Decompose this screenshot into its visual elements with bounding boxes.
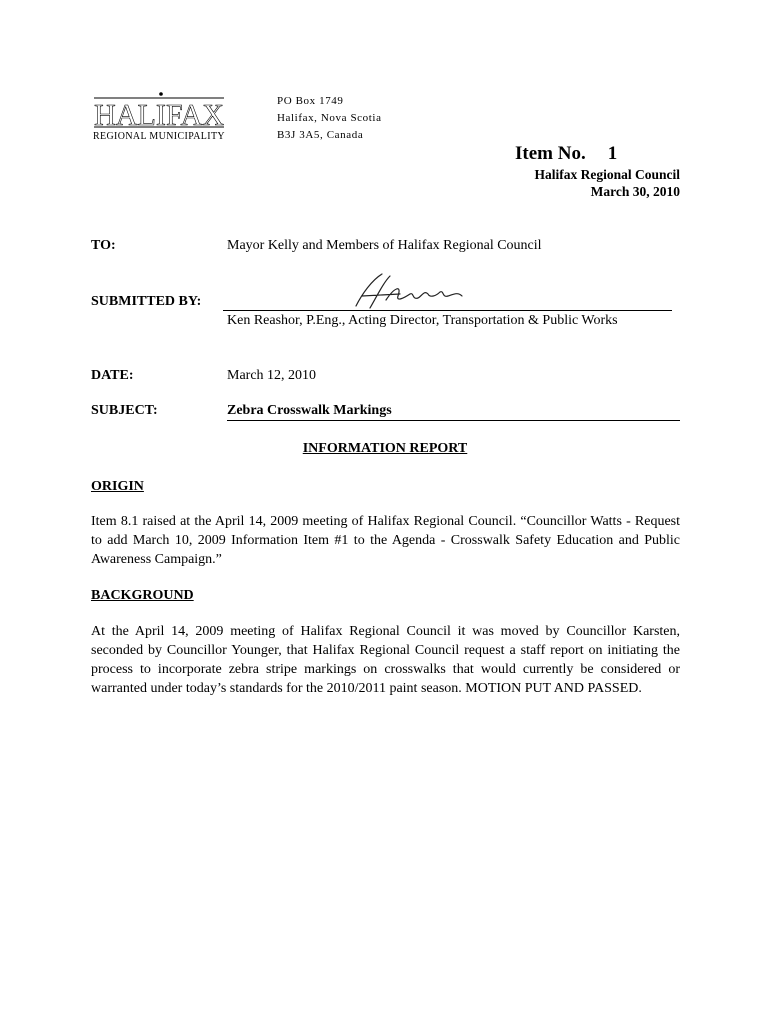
origin-paragraph: Item 8.1 raised at the April 14, 2009 meeting of Halifax Regional Council. “Councillor Watts - Request to add March 10, 2009 Information Item #1 to the Agenda - Crosswalk Safety Education and Public Awareness Campaign.” bbox=[91, 514, 680, 567]
subject-value: Zebra Crosswalk Markings bbox=[227, 403, 680, 421]
item-label: Item No. bbox=[515, 143, 586, 164]
council-block bbox=[534, 166, 680, 200]
signature-line bbox=[223, 310, 672, 311]
to-value: Mayor Kelly and Members of Halifax Regional Council bbox=[227, 238, 542, 253]
council-name: Halifax Regional Council bbox=[534, 167, 680, 182]
meeting-date: March 30, 2010 bbox=[590, 184, 680, 199]
to-label: TO: bbox=[91, 238, 116, 253]
address-line: PO Box 1749 bbox=[277, 95, 344, 107]
date-label: DATE: bbox=[91, 368, 134, 383]
item-number-value: 1 bbox=[607, 143, 618, 164]
halifax-logo bbox=[88, 86, 230, 144]
signature bbox=[350, 268, 480, 314]
background-paragraph: At the April 14, 2009 meeting of Halifax Regional Council it was moved by Councillor Karsten, seconded by Councillor Younger, that Halifax Regional Council request a staff report on initiating the process to incorporate zebra stripe markings on crosswalks that would currently be considered or warranted under today’s standards for the 2010/2011 paint season. MOTION PUT AND PASSED. bbox=[91, 624, 680, 696]
subject-label: SUBJECT: bbox=[91, 403, 158, 418]
address-line: Halifax, Nova Scotia bbox=[277, 112, 382, 124]
origin-heading: ORIGIN bbox=[91, 479, 144, 494]
date-value: March 12, 2010 bbox=[227, 368, 317, 383]
address-block bbox=[277, 93, 382, 144]
submitted-by-value: Ken Reashor, P.Eng., Acting Director, Transportation & Public Works bbox=[227, 313, 618, 328]
svg-text:HALIFAX: HALIFAX bbox=[94, 97, 224, 132]
svg-text:REGIONAL MUNICIPALITY: REGIONAL MUNICIPALITY bbox=[93, 131, 225, 142]
report-title: INFORMATION REPORT bbox=[302, 441, 468, 456]
address-line: B3J 3A5, Canada bbox=[277, 129, 364, 141]
background-heading: BACKGROUND bbox=[91, 588, 194, 603]
submitted-by-label: SUBMITTED BY: bbox=[91, 294, 202, 309]
item-number bbox=[515, 143, 617, 165]
